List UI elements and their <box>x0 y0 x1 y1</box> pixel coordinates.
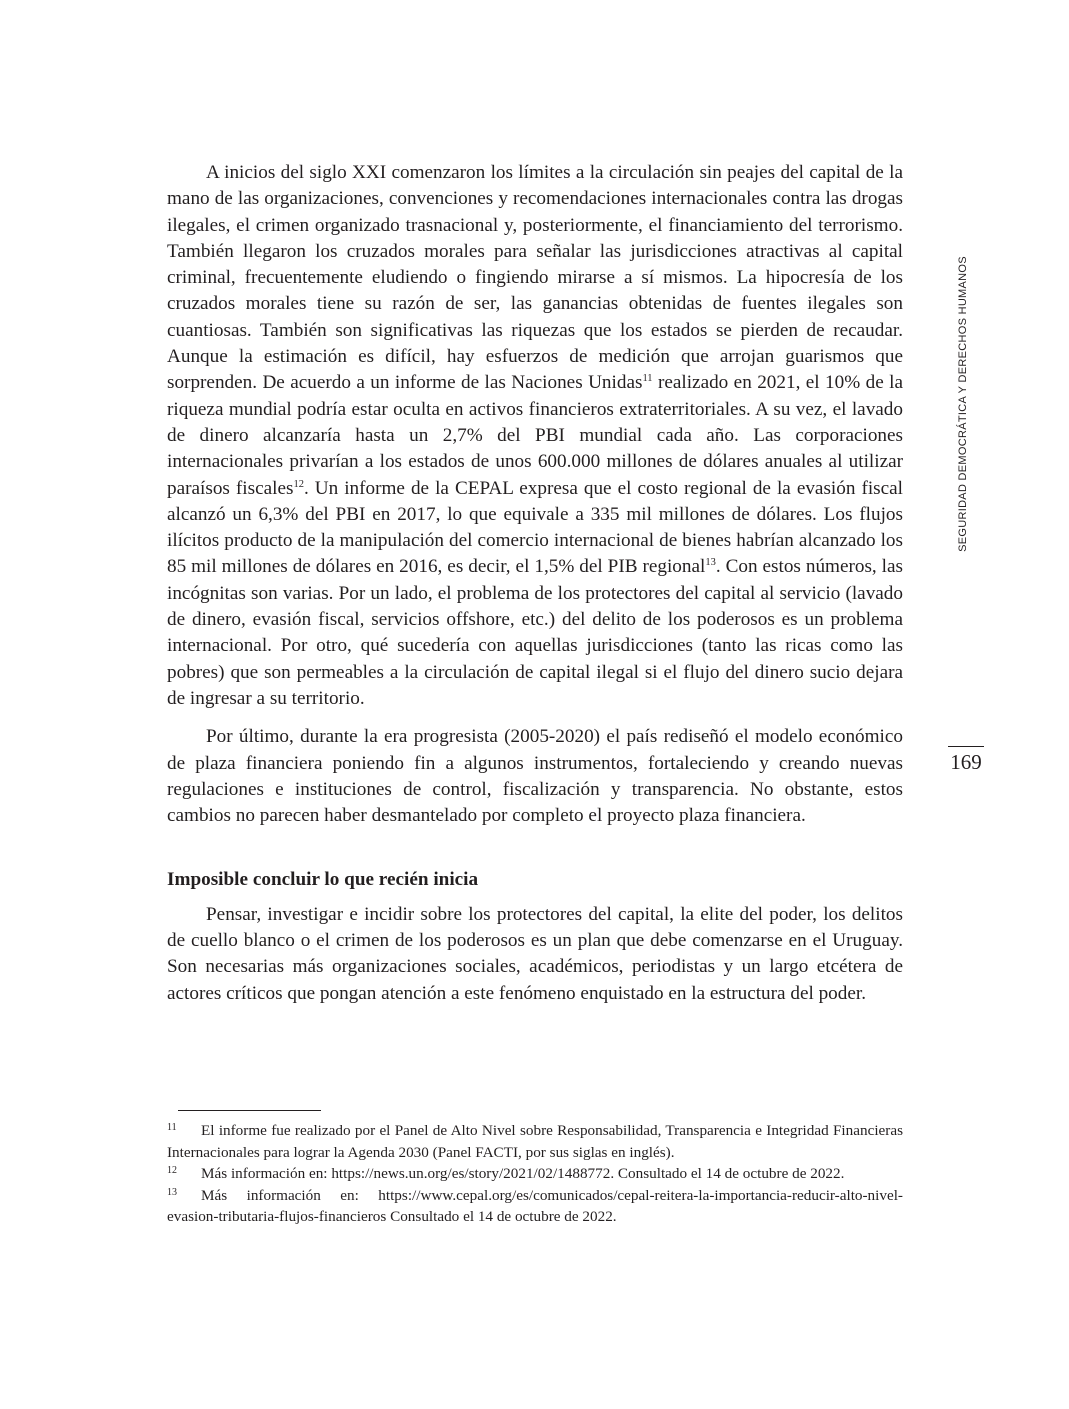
footnote-text: Más información en: https://news.un.org/es/story/2021/02/1488772. Consultado el 14 de octubre de 2022. <box>201 1165 845 1182</box>
page-number: 169 <box>950 750 982 774</box>
paragraph-text: . Con estos números, las incógnitas son varias. Por un lado, el problema de los protectores del capital al servicio (lavado de dinero, evasión fiscal, servicios offshore, etc.) del delito de los poderosos es un problema internacional. Por otro, qué sucedería con aquellas jurisdicciones (tanto las ricas como las pobres) que son permeables a la circulación de capital ilegal si el flujo del dinero sucio dejara de ingresar a su territorio. <box>167 556 903 709</box>
paragraph-1 <box>167 160 903 712</box>
running-head <box>948 245 978 563</box>
section-heading: Imposible concluir lo que recién inicia <box>167 869 479 891</box>
footnote-ref-12[interactable]: 12 <box>293 478 304 490</box>
footnote-ref-11[interactable]: 11 <box>642 373 653 385</box>
footnote-ref-13[interactable]: 13 <box>705 557 716 569</box>
paragraph-2: Por último, durante la era progresista (2005-2020) el país rediseñó el modelo económico de plaza financiera poniendo fin a algunos instrumentos, fortaleciendo y creando nuevas regulaciones e instituciones de control, fiscalización y transparencia. No obstante, estos cambios no parecen haber desmantelado por completo el proyecto plaza financiera. <box>167 726 903 827</box>
paragraph-3: Pensar, investigar e incidir sobre los protectores del capital, la elite del poder, los delitos de cuello blanco o el crimen de los poderosos es un plan que debe comenzarse en el Uruguay. Son necesarias más organizaciones sociales, académicos, periodistas y un largo etcétera de actores críticos que pongan atención a este fenómeno enquistado en la estructura del poder. <box>167 903 903 1004</box>
page-number-rule <box>948 746 984 747</box>
paragraph-text: realizado en 2021, el 10% de la riqueza mundial podría estar oculta en activos financieros extraterritoriales. A su vez, el lavado de dinero alcanzaría hasta un 2,7% del PBI mundial cada año. Las corporaciones internacionales privarían a los estados de unos 600.000 millones de dólares anuales al utilizar paraísos fiscales <box>167 372 903 499</box>
footnotes <box>167 1120 903 1228</box>
footnote-12: 12 Más información en: https://news.un.org/es/story/2021/02/1488772. Consultado el 14 de octubre de 2022. <box>167 1165 845 1182</box>
footnote-13: 13 Más información en: https://www.cepal.org/es/comunicados/cepal-reitera-la-importancia-reducir-alto-nivel-evasion-tributaria-flujos-financieros Consultado el 14 de octubre de 2022. <box>167 1186 903 1225</box>
footnote-text: El informe fue realizado por el Panel de Alto Nivel sobre Responsabilidad, Transparencia e Integridad Financieras Internacionales para lograr la Agenda 2030 (Panel FACTI, por sus siglas en inglés). <box>167 1122 903 1161</box>
footnote-text: Más información en: https://www.cepal.org/es/comunicados/cepal-reitera-la-importancia-reducir-alto-nivel-evasion-tributaria-flujos-financieros Consultado el 14 de octubre de 2022. <box>167 1186 903 1225</box>
footnote-11: 11 El informe fue realizado por el Panel de Alto Nivel sobre Responsabilidad, Transparencia e Integridad Financieras Internacionales para lograr la Agenda 2030 (Panel FACTI, por sus siglas en inglés). <box>167 1122 903 1161</box>
paragraph-text: A inicios del siglo XXI comenzaron los límites a la circulación sin peajes del capital de la mano de las organizaciones, convenciones y recomendaciones internacionales contra las drogas ilegales, el crimen organizado trasnacional y, posteriormente, el financiamiento del terrorismo. También llegaron los cruzados morales para señalar las jurisdicciones atractivas al capital criminal, frecuentemente eludiendo o fingiendo mirarse a sí mismos. La hipocresía de los cruzados morales tiene su razón de ser, las ganancias obtenidas de fuentes ilegales son cuantiosas. También son significativas las riquezas que los estados se pierden de recaudar. Aunque la estimación es difícil, hay esfuerzos de medición que arrojan guarismos que sorprenden. De acuerdo a un informe de las Naciones Unidas <box>167 162 903 394</box>
main-text <box>167 160 903 1007</box>
footnote-separator <box>178 1110 321 1111</box>
running-head-text: SEGURIDAD DEMOCRÁTICA Y DERECHOS HUMANOS <box>957 256 969 552</box>
paragraph-text: . Un informe de la CEPAL expresa que el costo regional de la evasión fiscal alcanzó un 6,3% del PBI en 2017, lo que equivale a 335 mil millones de dólares. Los flujos ilícitos producto de la manipulación del comercio internacional de bienes habrían alcanzado los 85 mil millones de dólares en 2016, es decir, el 1,5% del PIB regional <box>167 477 903 578</box>
